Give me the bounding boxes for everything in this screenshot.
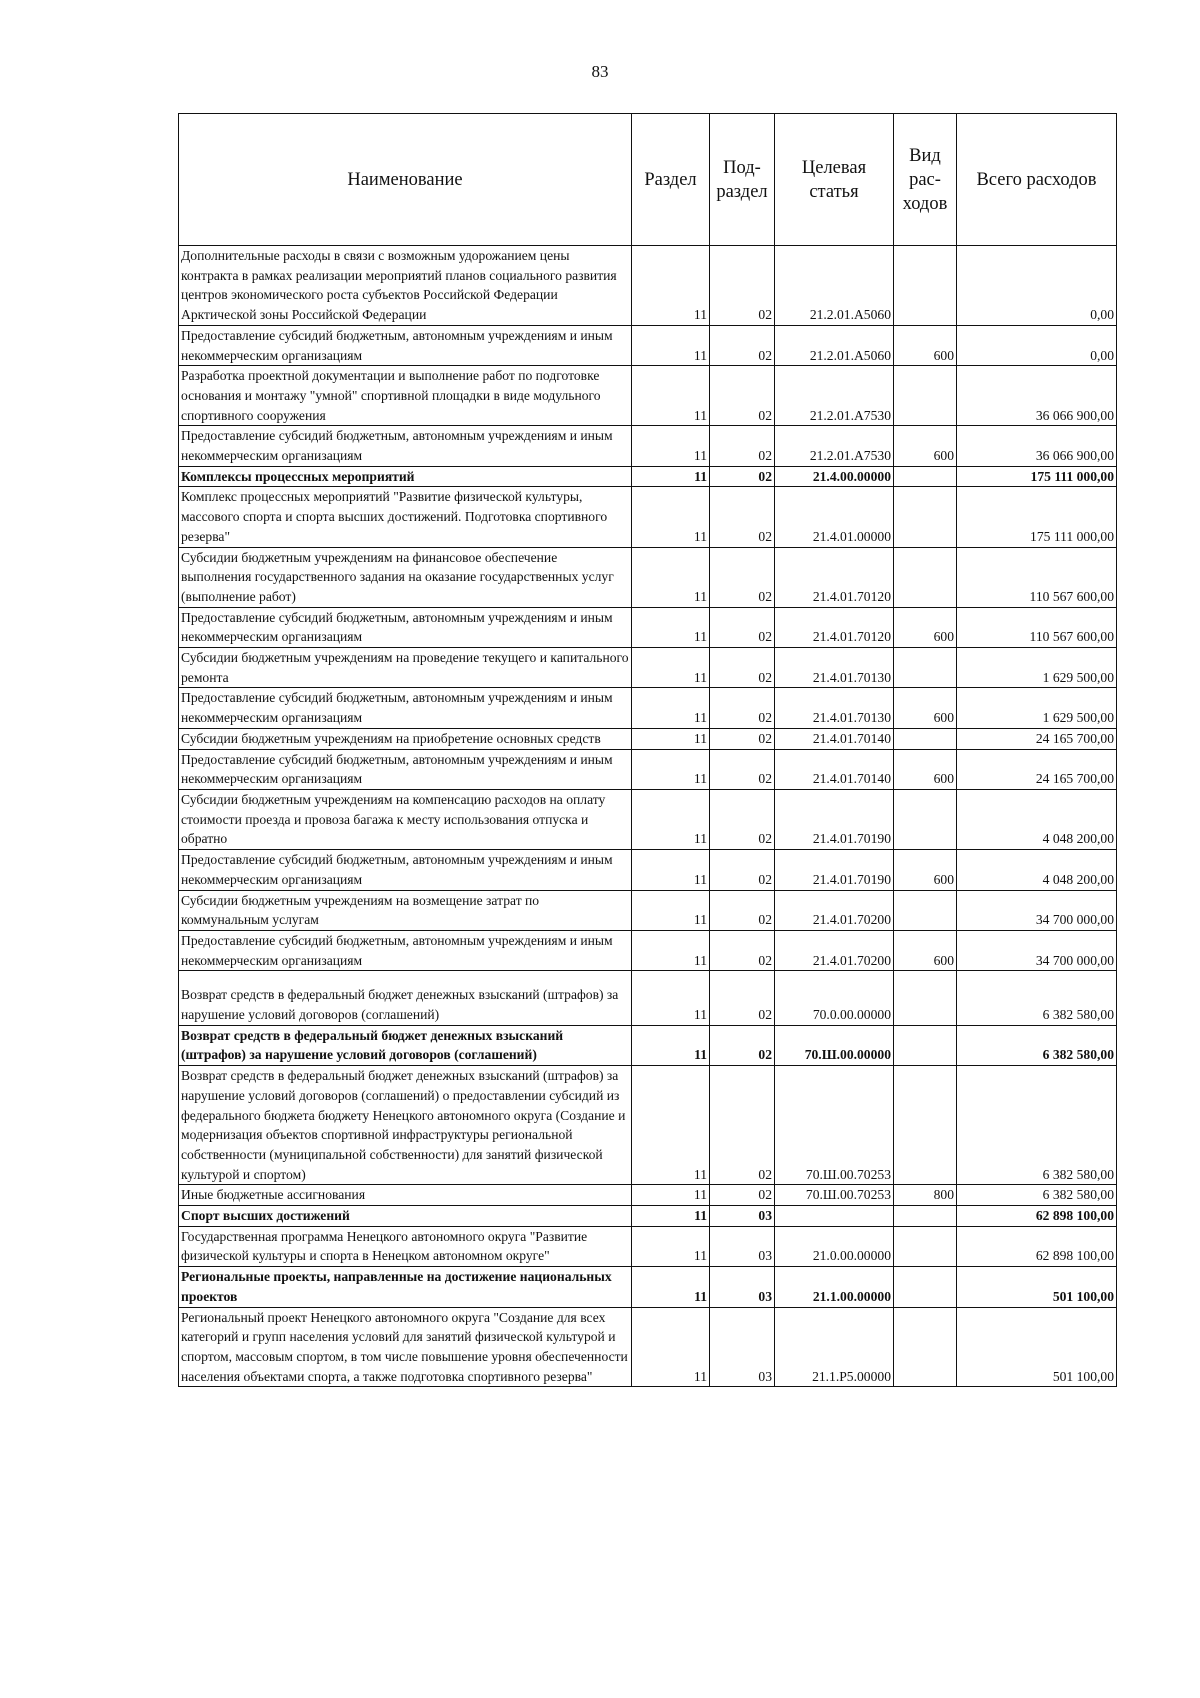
cell-name: Государственная программа Ненецкого автономного округа "Развитие физической культуры и спорта в Ненецком автономном округе" — [179, 1226, 632, 1266]
cell-total: 110 567 600,00 — [957, 607, 1117, 647]
cell-statya: 70.Ш.00.70253 — [775, 1185, 894, 1206]
cell-razdel: 11 — [632, 1025, 710, 1065]
cell-statya: 21.4.01.70140 — [775, 728, 894, 749]
cell-vid: 600 — [894, 325, 957, 365]
cell-razdel: 11 — [632, 1206, 710, 1227]
cell-statya: 70.Ш.00.00000 — [775, 1025, 894, 1065]
header-statya: Целевая статья — [775, 114, 894, 246]
cell-name: Возврат средств в федеральный бюджет денежных взысканий (штрафов) за нарушение условий договоров (соглашений) — [179, 1025, 632, 1065]
cell-total: 24 165 700,00 — [957, 728, 1117, 749]
cell-razdel: 11 — [632, 728, 710, 749]
cell-statya: 21.4.01.70190 — [775, 850, 894, 890]
header-razdel: Раздел — [632, 114, 710, 246]
cell-total: 175 111 000,00 — [957, 487, 1117, 547]
cell-statya: 21.0.00.00000 — [775, 1226, 894, 1266]
cell-statya: 21.4.01.70200 — [775, 890, 894, 930]
cell-total: 24 165 700,00 — [957, 749, 1117, 789]
table-row — [179, 547, 1117, 607]
cell-podrazdel: 02 — [710, 325, 775, 365]
cell-total: 62 898 100,00 — [957, 1206, 1117, 1227]
cell-total: 175 111 000,00 — [957, 466, 1117, 487]
cell-vid — [894, 1025, 957, 1065]
cell-razdel: 11 — [632, 749, 710, 789]
table-row — [179, 890, 1117, 930]
cell-total: 36 066 900,00 — [957, 426, 1117, 466]
cell-total: 36 066 900,00 — [957, 366, 1117, 426]
cell-razdel: 11 — [632, 971, 710, 1025]
cell-total: 0,00 — [957, 325, 1117, 365]
cell-name: Предоставление субсидий бюджетным, автономным учреждениям и иным некоммерческим организациям — [179, 688, 632, 728]
table-row — [179, 1307, 1117, 1387]
table-row — [179, 728, 1117, 749]
cell-vid — [894, 890, 957, 930]
cell-vid: 600 — [894, 749, 957, 789]
cell-name: Возврат средств в федеральный бюджет денежных взысканий (штрафов) за нарушение условий договоров (соглашений) о предоставлении субсидий из федерального бюджета бюджету Ненецкого автономного округа (Создание и модернизация объектов спортивной инфраструктуры региональной собственности (муниципальной собственности) для занятий физической культурой и спортом) — [179, 1066, 632, 1185]
cell-podrazdel: 02 — [710, 466, 775, 487]
cell-vid — [894, 246, 957, 326]
cell-vid — [894, 487, 957, 547]
cell-total: 6 382 580,00 — [957, 971, 1117, 1025]
table-row — [179, 648, 1117, 688]
cell-total: 4 048 200,00 — [957, 850, 1117, 890]
cell-vid: 600 — [894, 930, 957, 970]
table-row — [179, 930, 1117, 970]
table-row — [179, 366, 1117, 426]
table-row — [179, 1267, 1117, 1307]
cell-podrazdel: 02 — [710, 789, 775, 849]
cell-podrazdel: 02 — [710, 487, 775, 547]
cell-statya: 21.2.01.А5060 — [775, 325, 894, 365]
cell-statya — [775, 1206, 894, 1227]
cell-podrazdel: 02 — [710, 426, 775, 466]
table-row — [179, 466, 1117, 487]
cell-razdel: 11 — [632, 547, 710, 607]
cell-razdel: 11 — [632, 466, 710, 487]
cell-name: Региональный проект Ненецкого автономного округа "Создание для всех категорий и групп населения условий для занятий физической культурой и спортом, массовым спортом, в том числе повышение уровня обеспеченности населения объектами спорта, а также подготовка спортивного резерва" — [179, 1307, 632, 1387]
cell-razdel: 11 — [632, 325, 710, 365]
cell-vid — [894, 728, 957, 749]
cell-total: 0,00 — [957, 246, 1117, 326]
cell-statya: 21.1.00.00000 — [775, 1267, 894, 1307]
cell-vid — [894, 648, 957, 688]
table-row — [179, 688, 1117, 728]
cell-total: 6 382 580,00 — [957, 1185, 1117, 1206]
cell-name: Комплексы процессных мероприятий — [179, 466, 632, 487]
page-number: 83 — [591, 62, 609, 81]
cell-name: Субсидии бюджетным учреждениям на возмещение затрат по коммунальным услугам — [179, 890, 632, 930]
cell-podrazdel: 02 — [710, 930, 775, 970]
table-row — [179, 850, 1117, 890]
cell-podrazdel: 02 — [710, 728, 775, 749]
header-podrazdel: Под- раздел — [710, 114, 775, 246]
cell-statya: 21.4.01.70130 — [775, 648, 894, 688]
cell-podrazdel: 02 — [710, 1025, 775, 1065]
cell-name: Предоставление субсидий бюджетным, автономным учреждениям и иным некоммерческим организациям — [179, 607, 632, 647]
cell-name: Региональные проекты, направленные на достижение национальных проектов — [179, 1267, 632, 1307]
cell-vid: 600 — [894, 850, 957, 890]
cell-total: 501 100,00 — [957, 1307, 1117, 1387]
table-row — [179, 1206, 1117, 1227]
cell-name: Разработка проектной документации и выполнение работ по подготовке основания и монтажу "умной" спортивной площадки в виде модульного спортивного сооружения — [179, 366, 632, 426]
cell-vid: 800 — [894, 1185, 957, 1206]
budget-table — [178, 113, 1117, 1387]
cell-name: Субсидии бюджетным учреждениям на финансовое обеспечение выполнения государственного задания на оказание государственных услуг (выполнение работ) — [179, 547, 632, 607]
cell-name: Субсидии бюджетным учреждениям на приобретение основных средств — [179, 728, 632, 749]
cell-podrazdel: 02 — [710, 246, 775, 326]
cell-statya: 21.4.01.70130 — [775, 688, 894, 728]
cell-name: Предоставление субсидий бюджетным, автономным учреждениям и иным некоммерческим организациям — [179, 930, 632, 970]
cell-razdel: 11 — [632, 688, 710, 728]
cell-razdel: 11 — [632, 1307, 710, 1387]
cell-total: 110 567 600,00 — [957, 547, 1117, 607]
cell-razdel: 11 — [632, 1066, 710, 1185]
cell-podrazdel: 02 — [710, 850, 775, 890]
cell-total: 34 700 000,00 — [957, 890, 1117, 930]
cell-statya: 21.1.Р5.00000 — [775, 1307, 894, 1387]
header-vid: Вид рас- ходов — [894, 114, 957, 246]
cell-total: 4 048 200,00 — [957, 789, 1117, 849]
cell-vid: 600 — [894, 607, 957, 647]
table-row — [179, 487, 1117, 547]
table-row — [179, 246, 1117, 326]
table-row — [179, 1185, 1117, 1206]
cell-vid — [894, 1066, 957, 1185]
table-header-row — [179, 114, 1117, 246]
cell-name: Спорт высших достижений — [179, 1206, 632, 1227]
cell-name: Предоставление субсидий бюджетным, автономным учреждениям и иным некоммерческим организациям — [179, 325, 632, 365]
cell-podrazdel: 02 — [710, 971, 775, 1025]
header-total: Всего расходов — [957, 114, 1117, 246]
cell-razdel: 11 — [632, 607, 710, 647]
cell-podrazdel: 02 — [710, 1066, 775, 1185]
cell-podrazdel: 02 — [710, 890, 775, 930]
cell-total: 1 629 500,00 — [957, 688, 1117, 728]
cell-total: 501 100,00 — [957, 1267, 1117, 1307]
table-row — [179, 1025, 1117, 1065]
cell-podrazdel: 02 — [710, 648, 775, 688]
cell-vid — [894, 547, 957, 607]
cell-razdel: 11 — [632, 366, 710, 426]
cell-razdel: 11 — [632, 789, 710, 849]
cell-name: Предоставление субсидий бюджетным, автономным учреждениям и иным некоммерческим организациям — [179, 426, 632, 466]
cell-razdel: 11 — [632, 426, 710, 466]
cell-statya: 21.4.01.70190 — [775, 789, 894, 849]
cell-razdel: 11 — [632, 930, 710, 970]
cell-statya: 21.2.01.А5060 — [775, 246, 894, 326]
cell-name: Возврат средств в федеральный бюджет денежных взысканий (штрафов) за нарушение условий договоров (соглашений) — [179, 971, 632, 1025]
cell-podrazdel: 02 — [710, 688, 775, 728]
cell-podrazdel: 03 — [710, 1226, 775, 1266]
cell-podrazdel: 02 — [710, 607, 775, 647]
cell-name: Субсидии бюджетным учреждениям на проведение текущего и капитального ремонта — [179, 648, 632, 688]
cell-vid: 600 — [894, 688, 957, 728]
table-row — [179, 607, 1117, 647]
cell-name: Предоставление субсидий бюджетным, автономным учреждениям и иным некоммерческим организациям — [179, 850, 632, 890]
header-name: Наименование — [179, 114, 632, 246]
cell-total: 34 700 000,00 — [957, 930, 1117, 970]
cell-statya: 21.4.01.70200 — [775, 930, 894, 970]
cell-total: 1 629 500,00 — [957, 648, 1117, 688]
table-row — [179, 1226, 1117, 1266]
cell-total: 62 898 100,00 — [957, 1226, 1117, 1266]
cell-razdel: 11 — [632, 1185, 710, 1206]
cell-statya: 70.Ш.00.70253 — [775, 1066, 894, 1185]
cell-total: 6 382 580,00 — [957, 1025, 1117, 1065]
cell-razdel: 11 — [632, 648, 710, 688]
cell-statya: 21.4.01.70120 — [775, 607, 894, 647]
cell-vid — [894, 1267, 957, 1307]
cell-total: 6 382 580,00 — [957, 1066, 1117, 1185]
cell-vid — [894, 1307, 957, 1387]
cell-statya: 21.4.00.00000 — [775, 466, 894, 487]
table-row — [179, 1066, 1117, 1185]
cell-vid: 600 — [894, 426, 957, 466]
cell-podrazdel: 03 — [710, 1206, 775, 1227]
table-row — [179, 426, 1117, 466]
cell-vid — [894, 366, 957, 426]
cell-razdel: 11 — [632, 487, 710, 547]
cell-statya: 21.2.01.А7530 — [775, 426, 894, 466]
cell-razdel: 11 — [632, 246, 710, 326]
cell-name: Предоставление субсидий бюджетным, автономным учреждениям и иным некоммерческим организациям — [179, 749, 632, 789]
cell-name: Комплекс процессных мероприятий "Развитие физической культуры, массового спорта и спорта высших достижений. Подготовка спортивного резерва" — [179, 487, 632, 547]
table-row — [179, 749, 1117, 789]
cell-podrazdel: 03 — [710, 1307, 775, 1387]
cell-vid — [894, 789, 957, 849]
cell-razdel: 11 — [632, 850, 710, 890]
cell-statya: 21.4.01.70140 — [775, 749, 894, 789]
cell-podrazdel: 02 — [710, 547, 775, 607]
cell-razdel: 11 — [632, 1267, 710, 1307]
cell-name: Субсидии бюджетным учреждениям на компенсацию расходов на оплату стоимости проезда и провоза багажа к месту использования отпуска и обратно — [179, 789, 632, 849]
cell-statya: 21.4.01.00000 — [775, 487, 894, 547]
cell-podrazdel: 02 — [710, 1185, 775, 1206]
table-row — [179, 971, 1117, 1025]
cell-vid — [894, 1206, 957, 1227]
cell-statya: 21.4.01.70120 — [775, 547, 894, 607]
cell-name: Дополнительные расходы в связи с возможным удорожанием цены контракта в рамках реализации мероприятий планов социального развития центров экономического роста субъектов Российской Федерации Арктической зоны Российской Федерации — [179, 246, 632, 326]
cell-vid — [894, 971, 957, 1025]
cell-name: Иные бюджетные ассигнования — [179, 1185, 632, 1206]
cell-vid — [894, 1226, 957, 1266]
cell-statya: 70.0.00.00000 — [775, 971, 894, 1025]
cell-podrazdel: 02 — [710, 366, 775, 426]
cell-podrazdel: 02 — [710, 749, 775, 789]
cell-vid — [894, 466, 957, 487]
cell-razdel: 11 — [632, 890, 710, 930]
cell-razdel: 11 — [632, 1226, 710, 1266]
cell-statya: 21.2.01.А7530 — [775, 366, 894, 426]
table-row — [179, 789, 1117, 849]
table-row — [179, 325, 1117, 365]
cell-podrazdel: 03 — [710, 1267, 775, 1307]
